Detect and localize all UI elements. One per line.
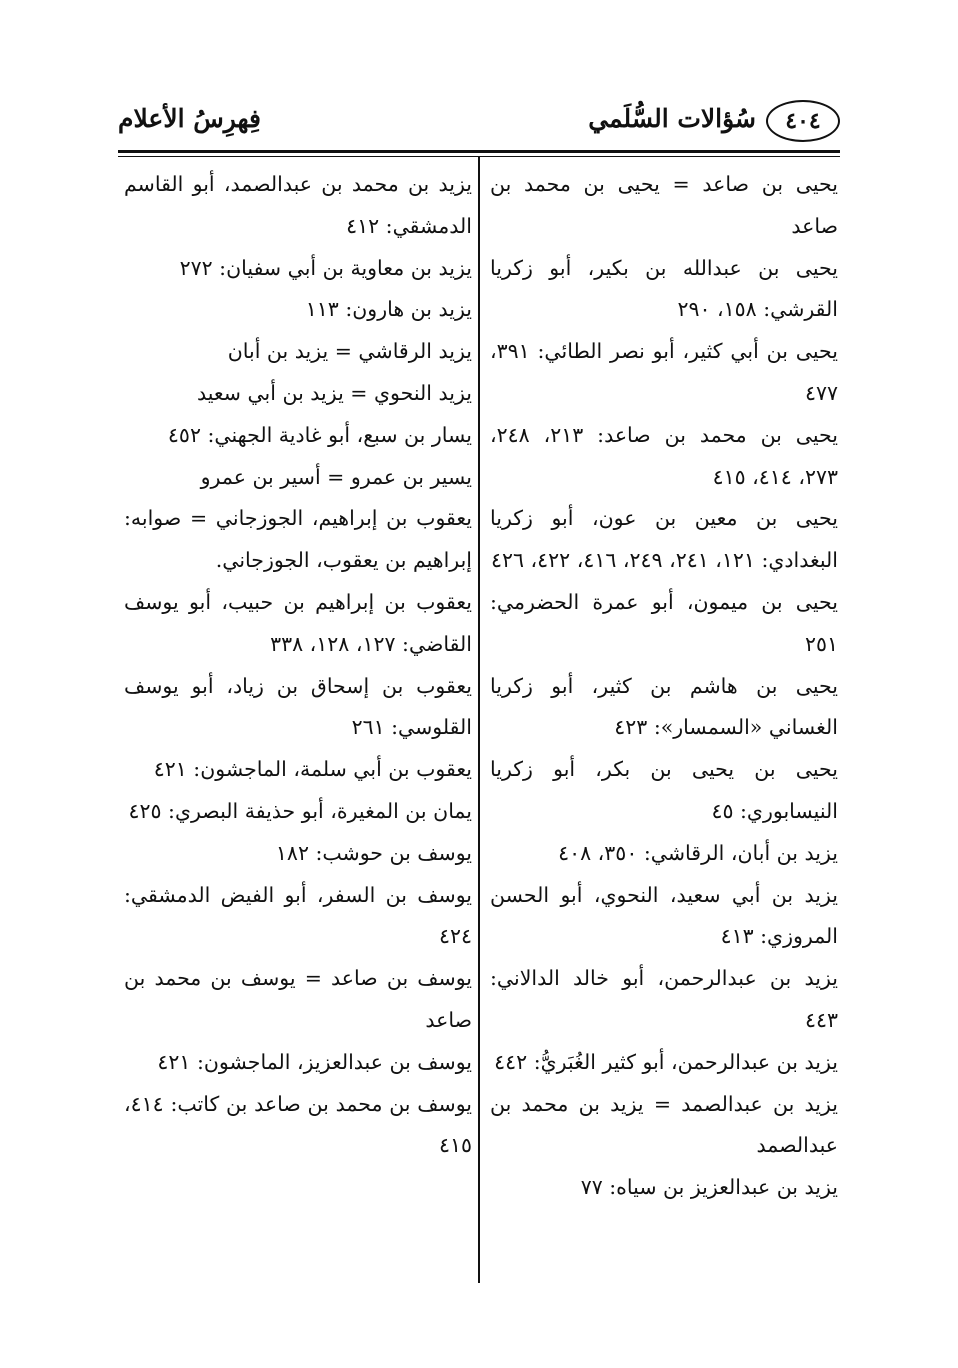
- page-header: [118, 96, 840, 148]
- index-entry: يحيى بن محمد بن صاعد: ٢١٣، ٢٤٨، ٢٧٣، ٤١٤، ٤١٥: [490, 422, 838, 489]
- page-number: ٤٠٤: [766, 100, 840, 142]
- index-entry: يحيى بن صاعد = يحيى بن محمد بن صاعد: [490, 172, 838, 238]
- index-entry: يزيد بن أبان، الرقاشي: ٣٥٠، ٤٠٨: [558, 840, 838, 865]
- index-entry: يزيد بن عبدالرحمن، أبو خالد الدالاني: ٤٤٣: [490, 966, 838, 1032]
- index-entry: يزيد الرقاشي = يزيد بن أبان: [227, 339, 472, 364]
- index-entry: يزيد بن عبدالعزيز بن سياه: ٧٧: [580, 1175, 838, 1200]
- index-entry: يزيد النحوي = يزيد بن أبي سعيد: [196, 380, 472, 405]
- index-entry: يعقوب بن إبراهيم بن حبيب، أبو يوسف القاضي: ١٢٧، ١٢٨، ٣٣٨: [124, 589, 472, 656]
- index-entry: يسار بن سبع، أبو غادية الجهني: ٤٥٢: [167, 422, 472, 447]
- index-entry: يحيى بن يحيى بن بكر، أبو زكريا النيسابوري: ٤٥: [490, 757, 838, 823]
- left-column: [124, 164, 472, 1167]
- index-entry: يحيى بن عبدالله بن بكير، أبو زكريا القرشي: ١٥٨، ٢٩٠: [490, 255, 838, 322]
- index-entry: يوسف بن حوشب: ١٨٢: [275, 840, 472, 865]
- column-divider: [478, 157, 480, 1283]
- index-entry: يوسف بن السفر، أبو الفيض الدمشقي: ٤٢٤: [124, 882, 472, 949]
- right-column: [490, 164, 838, 1209]
- index-entry: يزيد بن عبدالرحمن، أبو كثير الغُبَريُّ: ٤٤٢: [494, 1049, 838, 1074]
- header-rule-thick: [118, 150, 840, 153]
- index-entry: يحيى بن معين بن عون، أبو زكريا البغدادي: ١٢١، ٢٤١، ٢٤٩، ٤١٦، ٤٢٢، ٤٢٦: [490, 506, 838, 573]
- index-entry: يعقوب بن إبراهيم، الجوزجاني = صوابه: إبراهيم بن يعقوب، الجوزجاني.: [124, 506, 472, 573]
- index-entry: يعقوب بن إسحاق بن زياد، أبو يوسف القلوسي: ٢٦١: [124, 673, 472, 740]
- index-title: فِهرِسُ الأعلام: [118, 104, 262, 133]
- index-entry: يزيد بن هارون: ١١٣: [305, 297, 472, 322]
- index-entry: يعقوب بن أبي سلمة، الماجشون: ٤٢١: [153, 757, 472, 782]
- index-entry: يوسف بن صاعد = يوسف بن محمد بن صاعد: [124, 966, 472, 1032]
- index-entry: يزيد بن معاوية بن أبي سفيان: ٢٧٢: [179, 255, 472, 280]
- index-entry: يمان بن المغيرة، أبو حذيفة البصري: ٤٢٥: [128, 798, 472, 823]
- index-entry: يحيى بن هاشم بن كثير، أبو زكريا الغساني «السمسار»: ٤٢٣: [490, 673, 838, 740]
- index-entry: يحيى بن أبي كثير، أبو نصر الطائي: ٣٩١، ٤٧٧: [490, 339, 838, 405]
- index-entry: يزيد بن عبدالصمد = يزيد بن محمد بن عبدالصمد: [490, 1091, 838, 1158]
- index-entry: يحيى بن ميمون، أبو عمرة الحضرمي: ٢٥١: [490, 589, 838, 656]
- index-entry: يوسف بن عبدالعزيز، الماجشون: ٤٢١: [157, 1049, 472, 1074]
- index-entry: يوسف بن محمد بن صاعد بن كاتب: ٤١٤، ٤١٥: [124, 1091, 472, 1158]
- index-entry: يسير بن عمرو = أسير بن عمرو: [200, 464, 472, 489]
- index-entry: يزيد بن محمد بن عبدالصمد، أبو القاسم الدمشقي: ٤١٢: [124, 172, 472, 238]
- index-entry: يزيد بن أبي سعيد، النحوي، أبو الحسن المروزي: ٤١٣: [490, 882, 838, 949]
- book-title: سُؤالات السُّلَمي: [588, 104, 756, 133]
